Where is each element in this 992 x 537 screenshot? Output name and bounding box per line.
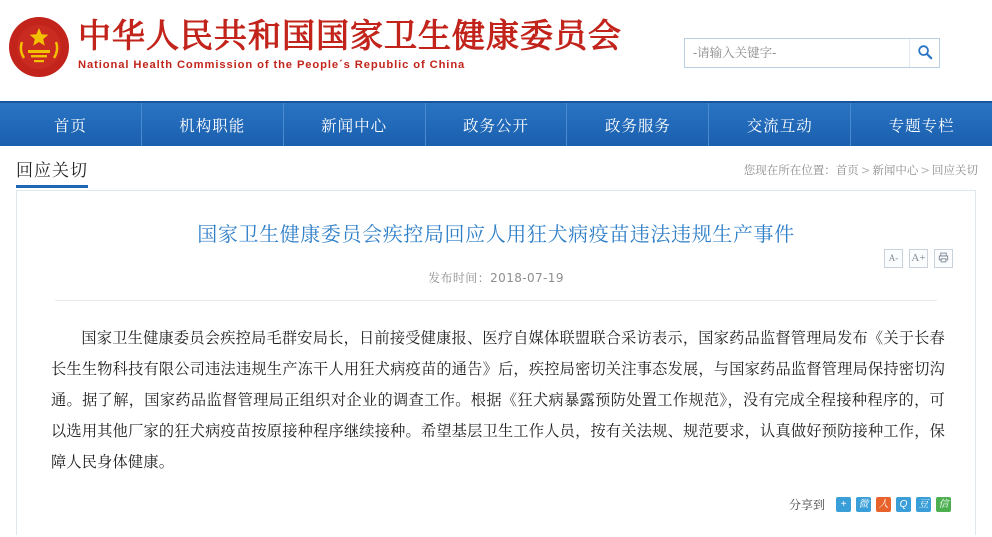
share-qzone-icon[interactable]: Q xyxy=(896,497,911,512)
site-title-en: National Health Commission of the People´s Republic of China xyxy=(78,59,466,71)
article-title: 国家卫生健康委员会疾控局回应人用狂犬病疫苗违法违规生产事件 xyxy=(197,222,795,246)
article-tools xyxy=(884,249,953,268)
publish-time-label: 发布时间： xyxy=(428,271,491,285)
share-wechat-icon[interactable]: 信 xyxy=(936,497,951,512)
site-title-block xyxy=(78,16,622,71)
article-body: 国家卫生健康委员会疾控局毛群安局长，日前接受健康报、医疗自媒体联盟联合采访表示，国家药品监督管理局发布《关于长春长生生物科技有限公司违法违规生产冻干人用狂犬病疫苗的通告》后，疾控局密切关注事态发展，与国家药品监督管理局保持密切沟通。据了解，国家药品监督管理局正组织对企业的调查工作。根据《狂犬病暴露预防处置工作规范》，没有完成全程接种程序的，可以选用其他厂家的狂犬病疫苗按原接种程序继续接种。希望基层卫生工作人员，按有关法规、规范要求，认真做好预防接种工作，保障人民身体健康。 xyxy=(51,329,945,471)
share-douban-icon[interactable]: 豆 xyxy=(916,497,931,512)
nav-item-interaction[interactable]: 交流互动 xyxy=(709,103,851,146)
breadcrumb-item-home[interactable]: 首页 xyxy=(835,163,859,177)
printer-icon xyxy=(938,252,949,265)
main-nav xyxy=(0,101,992,146)
share-weibo-icon[interactable]: 微 xyxy=(856,497,871,512)
breadcrumb-separator: > xyxy=(860,163,871,177)
nav-item-news[interactable]: 新闻中心 xyxy=(284,103,426,146)
site-title-cn: 中华人民共和国国家卫生健康委员会 xyxy=(78,16,622,55)
national-emblem-icon xyxy=(8,16,70,78)
search-icon xyxy=(917,44,933,63)
breadcrumb xyxy=(744,162,978,178)
print-button[interactable] xyxy=(934,249,953,268)
nav-item-home[interactable]: 首页 xyxy=(0,103,142,146)
share-renren-icon[interactable]: 人 xyxy=(876,497,891,512)
article-card xyxy=(16,190,976,535)
share-label: 分享到 xyxy=(788,498,825,512)
crumb-row xyxy=(0,146,992,190)
breadcrumb-separator: > xyxy=(920,163,930,177)
share-row xyxy=(789,496,951,513)
font-increase-button[interactable]: A+ xyxy=(909,249,928,268)
nav-item-topics[interactable]: 专题专栏 xyxy=(888,116,955,135)
breadcrumb-item-news[interactable]: 新闻中心 xyxy=(872,163,919,177)
article-meta xyxy=(17,269,975,286)
search-input[interactable] xyxy=(685,40,909,66)
nav-item-affairs-open[interactable]: 政务公开 xyxy=(426,103,568,146)
font-decrease-button[interactable]: A- xyxy=(884,249,903,268)
nav-item-functions[interactable]: 机构职能 xyxy=(142,103,284,146)
nav-item-services[interactable]: 政务服务 xyxy=(567,103,709,146)
site-header xyxy=(0,0,992,101)
publish-time-value: 2018-07-19 xyxy=(490,271,564,285)
search-box[interactable] xyxy=(684,38,940,68)
share-more-icon[interactable]: + xyxy=(836,497,851,512)
section-tab-response[interactable]: 回应关切 xyxy=(16,156,88,188)
breadcrumb-prefix: 您现在所在位置： xyxy=(743,163,836,177)
search-button[interactable] xyxy=(909,39,939,67)
breadcrumb-item-current: 回应关切 xyxy=(932,163,978,177)
